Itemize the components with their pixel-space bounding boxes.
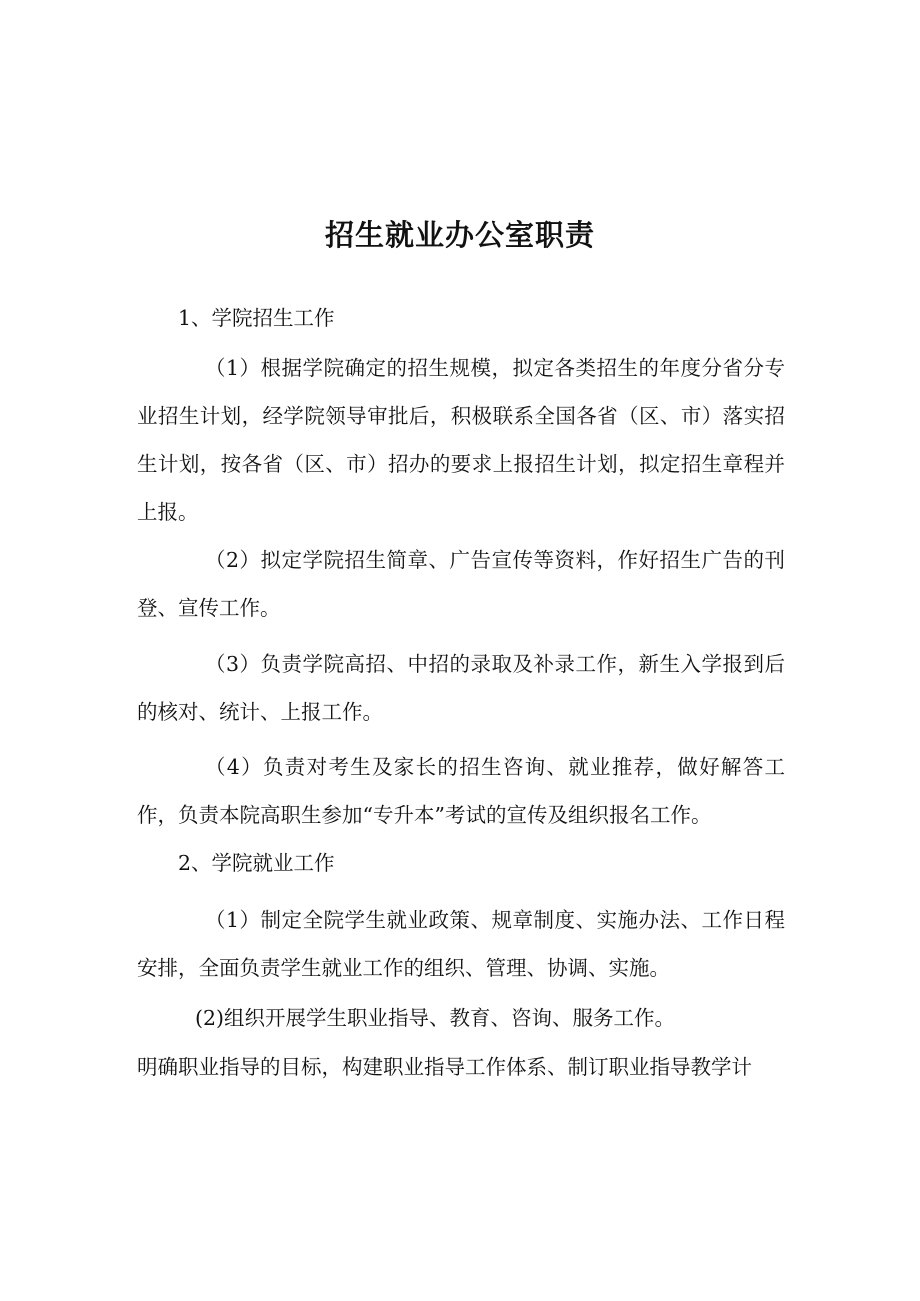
section-heading-employment: 2、学院就业工作 [178, 851, 335, 875]
recruitment-item-3: （3）负责学院高招、中招的录取及补录工作，新生入学报到后的核对、统计、上报工作。 [137, 652, 785, 724]
recruitment-item-2: （2）拟定学院招生简章、广告宣传等资料，作好招生广告的刊登、宣传工作。 [137, 548, 785, 620]
recruitment-item-1: （1）根据学院确定的招生规模，拟定各类招生的年度分省分专业招生计划，经学院领导审批后，积极联系全国各省（区、市）落实招生计划，按各省（区、市）招办的要求上报招生计划，拟定招生章程并上报。 [137, 356, 785, 524]
recruitment-item-4: （4）负责对考生及家长的招生咨询、就业推荐，做好解答工作，负责本院高职生参加“专升本”考试的宣传及组织报名工作。 [137, 755, 785, 827]
section-heading-recruitment: 1、学院招生工作 [178, 306, 335, 330]
employment-item-2-continued: 明确职业指导的目标，构建职业指导工作体系、制订职业指导教学计 [137, 1055, 752, 1079]
page-title: 招生就业办公室职责 [324, 218, 595, 252]
employment-item-1: （1）制定全院学生就业政策、规章制度、实施办法、工作日程安排，全面负责学生就业工作的组织、管理、协调、实施。 [137, 908, 785, 980]
employment-item-2: (2)组织开展学生职业指导、教育、咨询、服务工作。 [195, 1006, 676, 1030]
